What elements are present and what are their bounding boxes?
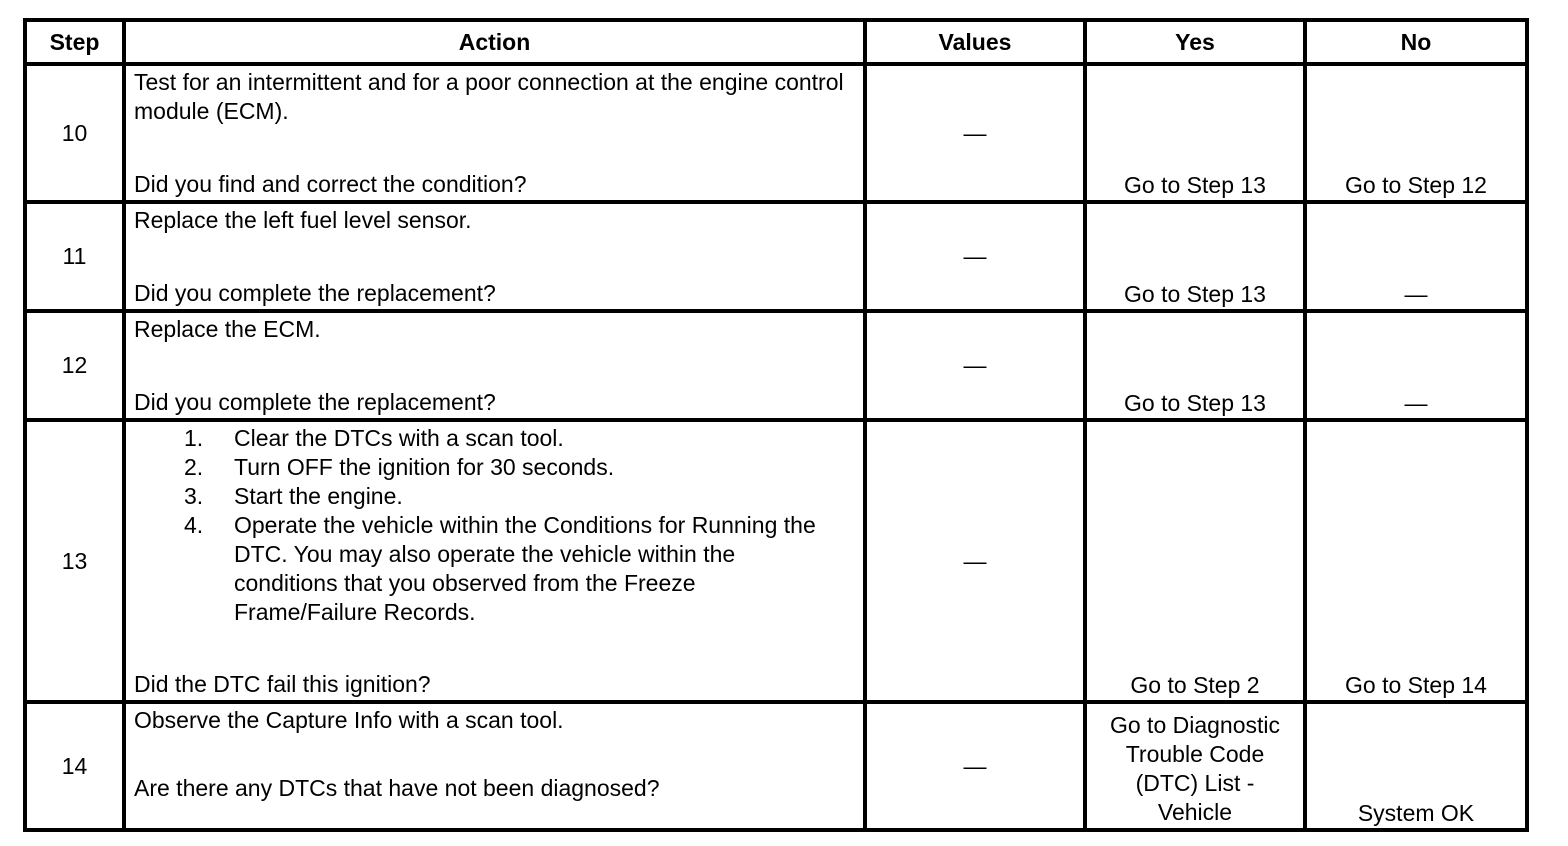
list-number: 1. bbox=[184, 425, 204, 451]
list-text: Clear the DTCs with a scan tool. bbox=[234, 425, 564, 451]
action-cell bbox=[124, 64, 865, 202]
list-item bbox=[134, 511, 855, 627]
values-cell: — bbox=[865, 64, 1085, 202]
table-row bbox=[25, 64, 1527, 202]
header-row bbox=[25, 20, 1527, 64]
step-number: 11 bbox=[25, 202, 124, 311]
table-row bbox=[25, 702, 1527, 830]
step-number: 14 bbox=[25, 702, 124, 830]
action-question: Did you complete the replacement? bbox=[134, 389, 496, 415]
action-instruction: Observe the Capture Info with a scan tool. bbox=[134, 707, 564, 733]
list-item bbox=[134, 453, 855, 482]
no-cell: Go to Step 12 bbox=[1305, 64, 1527, 202]
action-cell bbox=[124, 702, 865, 830]
yes-cell: Go to Step 13 bbox=[1085, 202, 1305, 311]
diagnostic-table bbox=[23, 18, 1529, 832]
table-row bbox=[25, 202, 1527, 311]
list-number: 3. bbox=[184, 483, 204, 509]
list-number: 2. bbox=[184, 454, 204, 480]
yes-cell: Go to Step 2 bbox=[1085, 420, 1305, 702]
yes-cell: Go to Diagnostic Trouble Code (DTC) List - Vehicle bbox=[1085, 702, 1305, 830]
action-instruction: Replace the ECM. bbox=[134, 316, 321, 342]
step-number: 12 bbox=[25, 311, 124, 420]
header-values: Values bbox=[865, 20, 1085, 64]
action-question: Did you find and correct the condition? bbox=[134, 171, 527, 197]
header-action: Action bbox=[124, 20, 865, 64]
action-cell bbox=[124, 420, 865, 702]
yes-cell: Go to Step 13 bbox=[1085, 64, 1305, 202]
header-no: No bbox=[1305, 20, 1527, 64]
no-cell: System OK bbox=[1305, 702, 1527, 830]
list-text: Turn OFF the ignition for 30 seconds. bbox=[234, 454, 615, 480]
action-instruction: Test for an intermittent and for a poor connection at the engine control module (ECM). bbox=[134, 69, 844, 124]
action-question: Did you complete the replacement? bbox=[134, 280, 496, 306]
numbered-steps bbox=[134, 424, 855, 627]
action-instruction: Replace the left fuel level sensor. bbox=[134, 207, 472, 233]
action-cell bbox=[124, 311, 865, 420]
values-cell: — bbox=[865, 202, 1085, 311]
list-item bbox=[134, 424, 855, 453]
list-number: 4. bbox=[184, 512, 204, 538]
values-cell: — bbox=[865, 702, 1085, 830]
list-item bbox=[134, 482, 855, 511]
action-question: Did the DTC fail this ignition? bbox=[134, 671, 431, 697]
header-step: Step bbox=[25, 20, 124, 64]
action-question: Are there any DTCs that have not been diagnosed? bbox=[134, 775, 660, 801]
header-yes: Yes bbox=[1085, 20, 1305, 64]
table-row bbox=[25, 420, 1527, 702]
no-cell: Go to Step 14 bbox=[1305, 420, 1527, 702]
values-cell: — bbox=[865, 311, 1085, 420]
step-number: 13 bbox=[25, 420, 124, 702]
values-cell: — bbox=[865, 420, 1085, 702]
list-text: Operate the vehicle within the Conditions for Running the DTC. You may also operate the vehicle within the conditions that you observed from the Freeze Frame/Failure Records. bbox=[234, 512, 816, 625]
action-cell bbox=[124, 202, 865, 311]
yes-cell: Go to Step 13 bbox=[1085, 311, 1305, 420]
table-row bbox=[25, 311, 1527, 420]
no-cell: — bbox=[1305, 202, 1527, 311]
no-cell: — bbox=[1305, 311, 1527, 420]
step-number: 10 bbox=[25, 64, 124, 202]
list-text: Start the engine. bbox=[234, 483, 403, 509]
